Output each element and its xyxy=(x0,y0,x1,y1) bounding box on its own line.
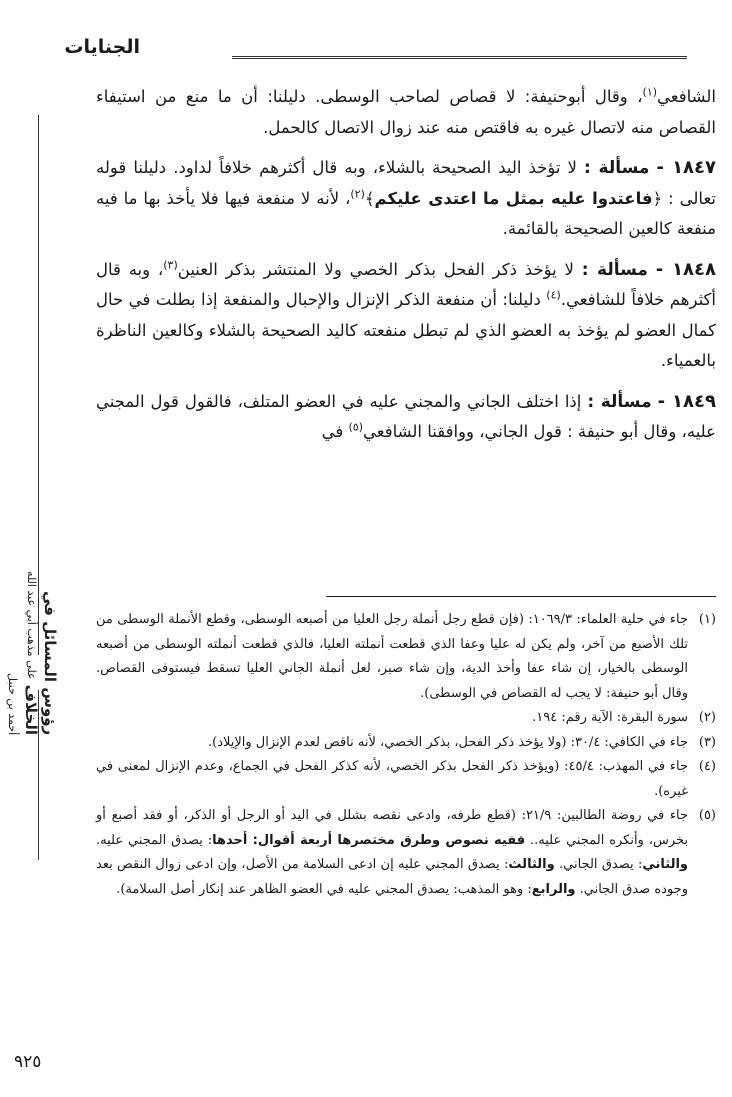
footnotes xyxy=(96,608,716,902)
page-number: ٩٢٥ xyxy=(14,1052,42,1072)
text-run: دليلنا: أن منفعة الذكر الإنزال والإحبال والمنفعة إذا بطلت في حال كمال العضو لم يؤخذ به العضو الذي لم تبطل منفعته كاليد الصحيحة بالشلاء وكالعين الناظرة بالعمياء. xyxy=(96,290,716,370)
footnote-text: : يصدق الجاني. xyxy=(554,857,643,872)
text-run: ، وقال أبوحنيفة: لا قصاص لصاحب الوسطى. دليلنا: أن ما منع من استيفاء القصاص منه لاتصال غيره به فاقتص منه عند زوال الاتصال كالحمل. xyxy=(96,87,716,137)
header-rule xyxy=(232,56,687,59)
footnote-ref[interactable]: (٤) xyxy=(546,288,561,302)
text-run: في xyxy=(321,422,349,441)
footnote-text: جاء في روضة الطالبين: ٢١/٩: (قطع طرفه، وادعى نقصه بشلل في اليد أو الرجل أو الذكر، أو فقد أصبع أو بخرس، وأنكره المجني عليه.. xyxy=(96,808,689,848)
side-rule-bottom xyxy=(38,690,39,860)
side-running-title xyxy=(4,565,60,735)
footnote-marker: (٣) xyxy=(698,734,716,750)
issue-label: مسألة : xyxy=(584,158,650,178)
running-header-title: الجنايات xyxy=(64,36,140,58)
footnote-marker: (٤) xyxy=(698,759,716,774)
footnote-ref[interactable]: (٣) xyxy=(163,258,178,271)
footnote-bold: والرابع xyxy=(531,881,576,897)
footnote-marker: (١) xyxy=(698,612,716,627)
text-run: ، وبه قال أكثرهم خلافاً للشافعي. xyxy=(96,259,716,309)
footnote-1 xyxy=(96,608,716,706)
text-run: ﴾ xyxy=(364,188,375,208)
footnote-ref[interactable]: (٥) xyxy=(348,420,364,434)
issue-number: ١٨٤٨ - xyxy=(655,258,717,280)
text-run: الشافعي xyxy=(657,87,716,106)
issue-number: ١٨٤٧ - xyxy=(656,157,717,178)
footnote-5 xyxy=(96,804,716,902)
text-run: ، لأنه لا منفعة فيها فلا يأخذ بها ما فيه منفعة كالعين الصحيحة بالقائمة. xyxy=(96,188,716,238)
issue-label: مسألة : xyxy=(587,391,652,412)
footnote-text: جاء في حلية العلماء: ١٠٦٩/٣: (فإن قطع رجل أنملة رجل العليا من أصبعه الوسطى، وقطع الأنملة الوسطى من تلك الأصبع من آخر، ولم يكن له عليا وعفا الذي قطعت أنملته العليا، فالذي قطعت أنملته الوسطى من أصبعه الوسطى بالخيار، إن شاء عفا وأخذ الدية، وإن شاء صبر، لعل أنملة الجاني العليا تسقط فيستوفى القصاص. وقال أبو حنيفة: لا يجب له القصاص في الوسطى). xyxy=(96,612,688,701)
side-title-sub: على مذهب أبي عبد الله أحمد بن حنبل xyxy=(6,570,38,735)
issue-1847 xyxy=(96,153,716,245)
main-text xyxy=(96,82,716,448)
text-run: لا يؤخذ ذكر الفحل بذكر الخصي ولا المنتشر بذكر العنين xyxy=(177,259,574,279)
side-title-main: رؤوس المسائل في الخلاف xyxy=(22,590,59,735)
issue-1848 xyxy=(96,255,716,377)
footnote-text: جاء في المهذب: ٤٥/٤: (ويؤخذ ذكر الفحل بذكر الخصي، لأنه كذكر الفحل في الجماع، وعدم الإنزال لمعنى في غيره). xyxy=(96,759,688,799)
footnote-ref[interactable]: (٢) xyxy=(350,187,365,200)
footnote-text: جاء في الكافي: ٣٠/٤: (ولا يؤخذ ذكر الفحل، بذكر الخصي، لأنه ناقص لعدم الإنزال والإيلاد). xyxy=(207,734,688,750)
quran-verse: فاعتدوا عليه بمثل ما اعتدى عليكم xyxy=(374,188,653,208)
footnote-bold: ففيه نصوص وطرق مختصرها أربعة أقوال: أحدها xyxy=(212,832,526,848)
footnote-bold: والثالث xyxy=(508,857,555,872)
footnote-separator xyxy=(326,596,716,597)
text-run: إذا اختلف الجاني والمجني عليه في العضو المتلف، فالقول قول المجني عليه، وقال أبو حنيفة : قول الجاني، ووافقنا الشافعي xyxy=(96,391,716,441)
footnote-4 xyxy=(96,755,716,804)
footnote-text: سورة البقرة: الآية رقم: ١٩٤. xyxy=(532,710,688,725)
footnote-marker: (٥) xyxy=(698,808,716,823)
footnote-2 xyxy=(96,706,716,731)
footnote-3 xyxy=(96,731,716,756)
footnote-bold: والثاني xyxy=(642,857,688,872)
footnote-text: : يصدق المجني عليه. xyxy=(96,832,213,848)
text-run: لا تؤخذ اليد الصحيحة بالشلاء، وبه قال أكثرهم خلافاً لداود. دليلنا قوله تعالى : ﴿ xyxy=(96,158,717,208)
issue-number: ١٨٤٩ - xyxy=(657,390,716,412)
footnote-marker: (٢) xyxy=(698,710,716,725)
paragraph-continuation xyxy=(96,82,716,143)
issue-label: مسألة : xyxy=(581,259,648,280)
footnote-text: : وهو المذهب: يصدق المجني عليه في العضو الظاهر عند إنكار أصل السلامة). xyxy=(116,881,532,897)
footnote-text: : يصدق المجني عليه إن ادعى السلامة من الأصل، وإن ادعى زوال النقص بعد وجوده صدق الجاني. xyxy=(96,857,688,897)
footnote-ref[interactable]: (١) xyxy=(642,85,658,99)
issue-1849 xyxy=(96,387,716,448)
